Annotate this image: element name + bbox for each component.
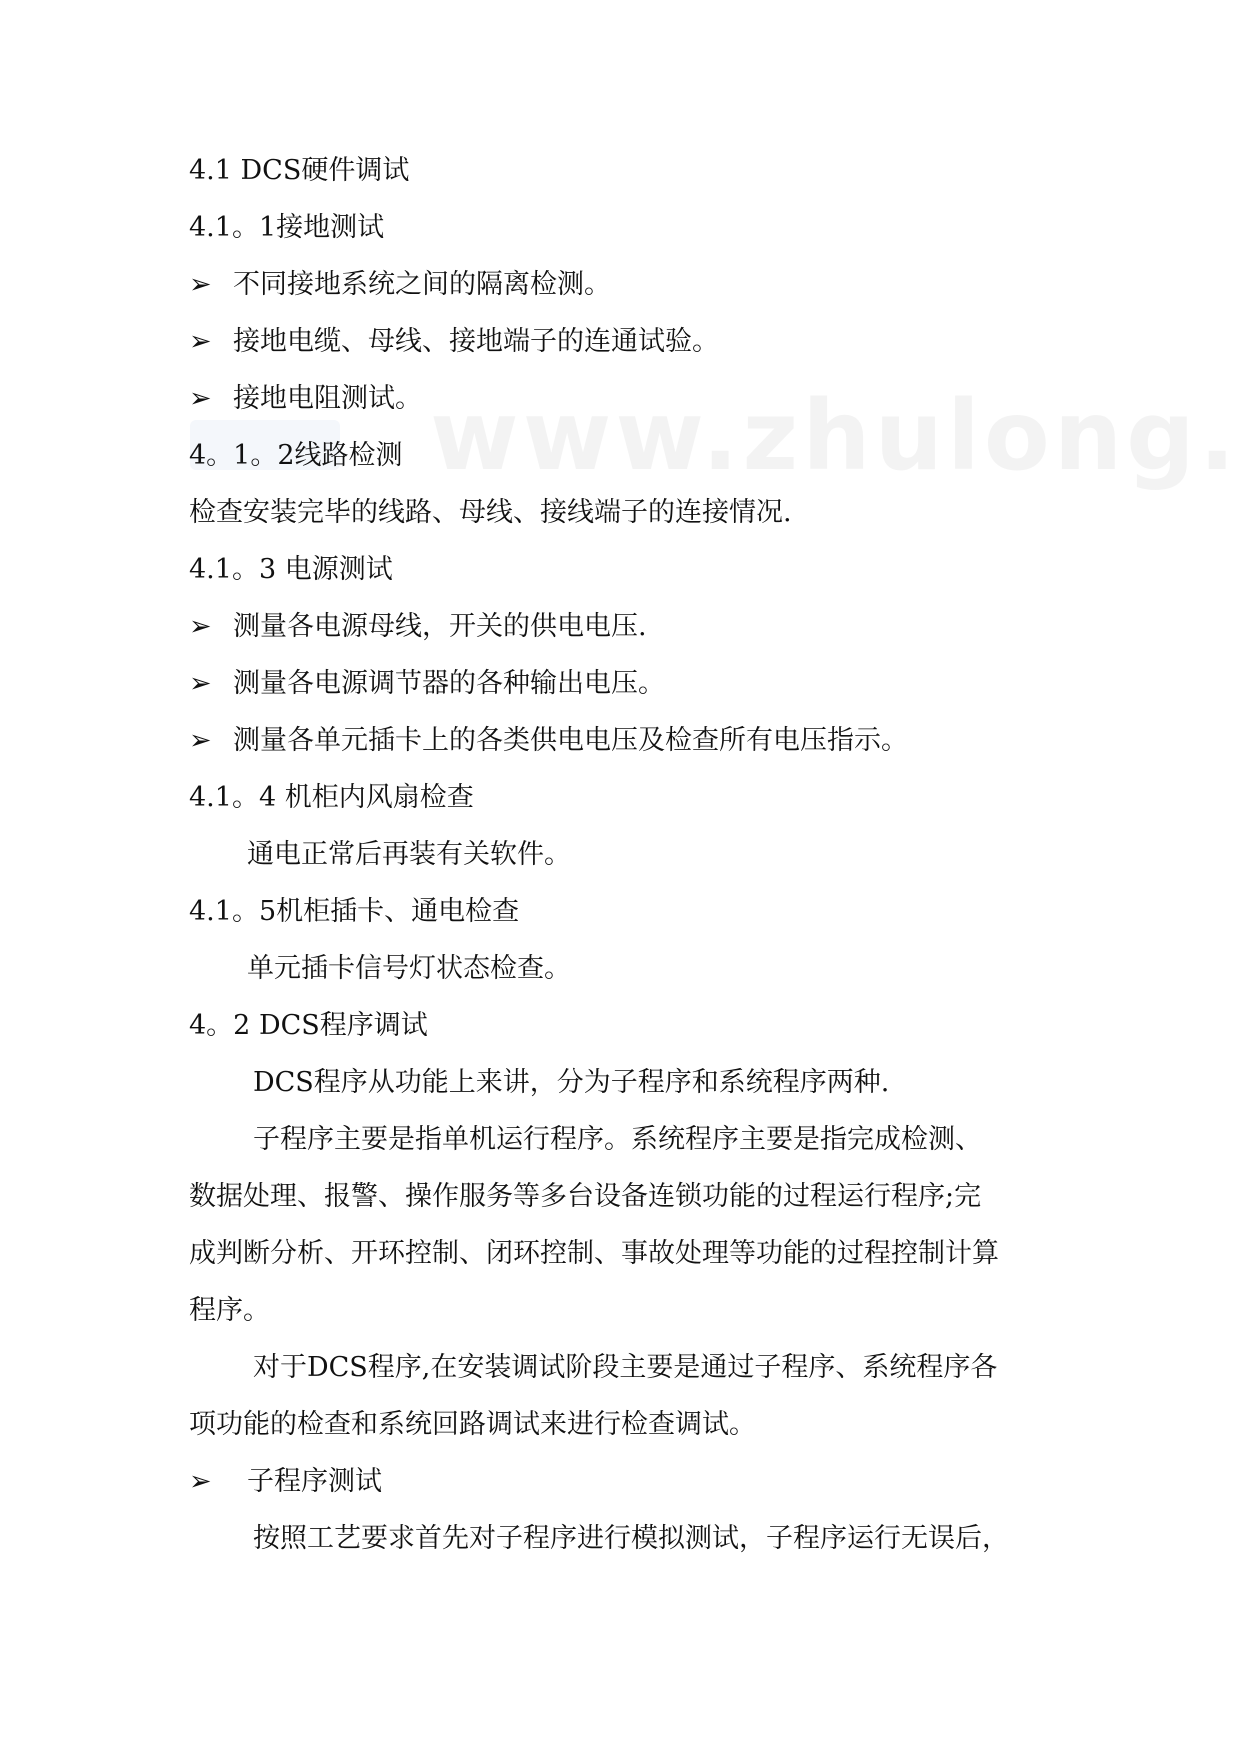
arrow-bullet-icon: ➢ bbox=[189, 611, 212, 642]
paragraph-line: 数据处理、报警、操作服务等多台设备连锁功能的过程运行程序;完 bbox=[189, 1181, 982, 1212]
paragraph-line: 子程序主要是指单机运行程序。系统程序主要是指完成检测、 bbox=[253, 1124, 982, 1155]
subsection-heading: 4.1。5机柜插卡、通电检查 bbox=[189, 896, 520, 927]
paragraph-line: 程序。 bbox=[189, 1295, 270, 1326]
bullet-item: ➢ 子程序测试 bbox=[189, 1453, 1069, 1510]
document-body bbox=[189, 142, 1069, 1567]
bullet-item: ➢ 不同接地系统之间的隔离检测。 bbox=[189, 256, 1069, 313]
bullet-item: ➢ 测量各电源母线，开关的供电电压. bbox=[189, 598, 1069, 655]
paragraph-line: 按照工艺要求首先对子程序进行模拟测试，子程序运行无误后， bbox=[253, 1523, 1009, 1554]
body-text: 检查安装完毕的线路、母线、接线端子的连接情况. bbox=[189, 497, 792, 528]
body-text: DCS程序从功能上来讲，分为子程序和系统程序两种. bbox=[253, 1067, 890, 1098]
body-text: 通电正常后再装有关软件。 bbox=[247, 839, 571, 870]
bullet-item: ➢ 测量各单元插卡上的各类供电电压及检查所有电压指示。 bbox=[189, 712, 1069, 769]
arrow-bullet-icon: ➢ bbox=[189, 326, 212, 357]
arrow-bullet-icon: ➢ bbox=[189, 269, 212, 300]
arrow-bullet-icon: ➢ bbox=[189, 725, 212, 756]
bullet-item: ➢ 接地电阻测试。 bbox=[189, 370, 1069, 427]
arrow-bullet-icon: ➢ bbox=[189, 668, 212, 699]
subsection-heading: 4.1。1接地测试 bbox=[189, 212, 385, 243]
section-heading: 4。2 DCS程序调试 bbox=[189, 1010, 428, 1041]
subsection-heading: 4.1。4 机柜内风扇检查 bbox=[189, 782, 474, 813]
subsection-heading: 4.1。3 电源测试 bbox=[189, 554, 393, 585]
arrow-bullet-icon: ➢ bbox=[189, 383, 212, 414]
body-text: 单元插卡信号灯状态检查。 bbox=[247, 953, 571, 984]
bullet-item: ➢ 测量各电源调节器的各种输出电压。 bbox=[189, 655, 1069, 712]
bullet-item: ➢ 接地电缆、母线、接地端子的连通试验。 bbox=[189, 313, 1069, 370]
paragraph-line: 对于DCS程序,在安装调试阶段主要是通过子程序、系统程序各 bbox=[253, 1352, 998, 1383]
paragraph-line: 成判断分析、开环控制、闭环控制、事故处理等功能的过程控制计算 bbox=[189, 1238, 999, 1269]
section-heading: 4.1 DCS硬件调试 bbox=[189, 155, 410, 186]
arrow-bullet-icon: ➢ bbox=[189, 1466, 212, 1497]
subsection-heading: 4。1。2线路检测 bbox=[189, 440, 403, 471]
paragraph-line: 项功能的检查和系统回路调试来进行检查调试。 bbox=[189, 1409, 756, 1440]
